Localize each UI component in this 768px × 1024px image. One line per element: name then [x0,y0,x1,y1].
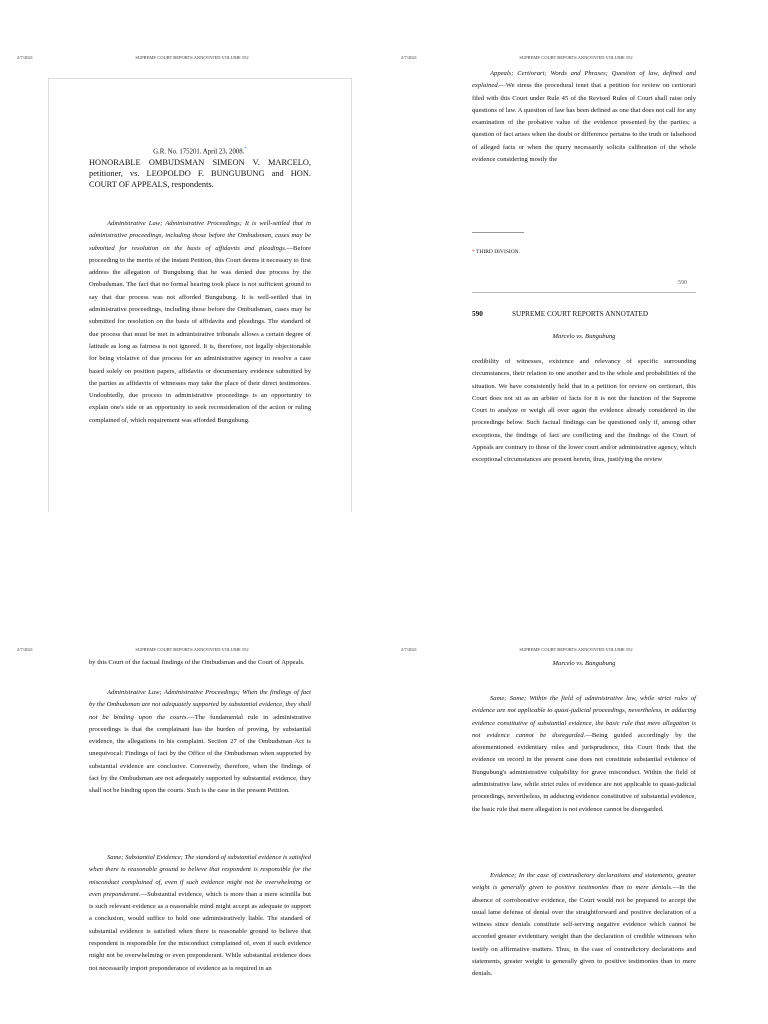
syllabus-heading: Administrative Law; Administrative Proceedings; It is well-settled that in administrative proceedings, including those before the Ombudsman, cases may be submitted for resolution on the basis of affidavits and pleadings. [89,220,311,252]
body-continued: by this Court of the factual findings of the Ombudsman and the Court of Appeals. [89,659,305,666]
running-title: SUPREME COURT REPORTS ANNOTATED [512,310,649,318]
page-divider [472,292,696,293]
page-header [0,647,384,657]
header-date: 2/7/2021 [401,647,418,652]
syllabus-6 [472,870,696,981]
syllabus-body: —We stress the procedural tenet that a petition for review on certiorari filed with this Court under Rule 45 of the Revised Rules of Court shall raise only questions of law. A question of law has been defined as one that does not call for any examination of the probative value of the evidence presented by the parties; a question of fact arises when the doubt or difference pertains to the truth or falsehood of alleged facts or when the query necessarily solicits calibration of the whole evidence considering mostly the [472,82,696,164]
case-title: Marcelo vs. Bungubung [552,660,616,667]
running-page-number: 590 [472,310,483,318]
syllabus-3 [89,687,311,798]
syllabus-heading: Evidence; In the case of contradictory declarations and statements, greater weight is generally given to positive testimonies than to mere denials. [472,872,696,892]
footnote-marker[interactable]: * [244,147,247,152]
header-date: 2/7/2021 [17,55,34,60]
header-title: SUPREME COURT REPORTS ANNOTATED VOLUME 552 [519,647,633,652]
page-header [384,647,768,657]
syllabus-body: —Being guided accordingly by the aforementioned evidentiary rules and jurisprudence, this Court finds that the evidence on record in the present case does not constitute substantial evidence of Bungubung's administrative culpability for grave misconduct. Within the field of administrative law, while strict rules of evidence are not applicable to quasi-judicial proceedings, nevertheless, in adducing evidence constitutive of substantial evidence, the basic rule that mere allegation is not evidence cannot be disregarded. [472,731,696,813]
case-parties: HONORABLE OMBUDSMAN SIMEON V. MARCELO, petitioner, vs. LEOPOLDO F. BUNGUBUNG and HON. COURT OF APPEALS, respondents. [89,158,311,189]
header-date: 2/7/2021 [401,55,418,60]
syllabus-1 [89,218,311,427]
syllabus-body: —Before proceeding to the merits of the instant Petition, this Court deems it necessary to first address the allegation of Bungubung that he was denied due process by the Ombudsman. The fact that no formal hearing took place is not sufficient ground to say that due process was not afforded Bungubung. It is well-settled that in administrative proceedings, including those before the Ombudsman, cases may be submitted for resolution on the basis of affidavits and pleadings. The standard of due process that must be met in administrative tribunals allows a certain degree of latitude as long as fairness is not ignored. It is, therefore, not legally objectionable for being violative of due process for an administrative agency to resolve a case based solely on position papers, affidavits or documentary evidence submitted by the parties as affidavits of witnesses may take the place of their direct testimonies. Undoubtedly, due process in administrative proceedings is an opportunity to explain one's side or an opportunity to seek reconsideration of the action or ruling complained of, which requirement was afforded Bungubung. [89,244,311,424]
syllabus-2 [472,68,696,166]
body-continued: credibility of witnesses, existence and relevancy of specific surrounding circumstances, their relation to one another and to the whole and probabilities of the situation. We have consistently held that in a petition for review on certiorari, this Court does not sit as an arbiter of facts for it is not the function of the Supreme Court to analyze or weigh all over again the evidence already considered in the proceedings below. Such factual findings can be questioned only if, among other exceptions, the findings of fact are conflicting and the findings of the Court of Appeals are contrary to those of the lower court and/or administrative agency, which exceptional circumstances are present herein, thus, justifying the review [472,358,696,464]
syllabus-body: —Substantial evidence, which is more than a mere scintilla but is such relevant evidence as a reasonable mind might accept as adequate to support a conclusion, would suffice to hold one administratively liable. The standard of substantial evidence is satisfied when there is reasonable ground to believe that respondent is responsible for the misconduct complained of, even if such evidence might not be overwhelming or even preponderant. While substantial evidence does not necessarily import preponderance of evidence as is required in an [89,890,311,972]
header-title: SUPREME COURT REPORTS ANNOTATED VOLUME 552 [135,55,249,60]
page-header [384,55,768,65]
syllabus-body: —In the absence of corroborative evidence, the Court would not be prepared to accept the usual lame defense of denial over the straightforward and positive declaration of a witness since denials constitute self-serving negative evidence which cannot be accorded greater evidentiary weight than the declaration of credible witnesses who testify on affirmative matters. Thus, in the case of contradictory declarations and statements, greater weight is generally given to positive testimonies than to mere denials. [472,884,696,978]
syllabus-heading: Same; Same; Within the field of administrative law, while strict rules of evidence are not applicable to quasi-judicial proceedings, nevertheless, in adducing evidence constitutive of substantial evidence, the basic rule that mere allegation is not evidence cannot be disregarded. [472,695,696,739]
page-number: 590 [678,280,687,286]
syllabus-heading: Administrative Law; Administrative Proceedings; When the findings of fact by the Ombudsman are not adequately supported by substantial evidence, they shall not be binding upon the courts. [89,689,311,721]
case-title: Marcelo vs. Bungubung [552,333,616,340]
syllabus-heading: Appeals; Certiorari; Words and Phrases; Question of law, defined and explained. [472,70,696,90]
case-number: G.R. No. 175201. April 23, 2008.* [153,147,247,156]
syllabus-heading: Same; Substantial Evidence; The standard of substantial evidence is satisfied when there is reasonable ground to believe that respondent is responsible for the misconduct complained of, even if such evidence might not be overwhelming or even preponderant. [89,854,311,898]
footnote: * THIRD DIVISION. [472,249,521,255]
page-header [0,55,384,65]
syllabus-4 [89,852,311,975]
page-1 [0,0,384,512]
footnote-divider [472,232,524,233]
syllabus-5 [472,693,696,816]
header-title: SUPREME COURT REPORTS ANNOTATED VOLUME 552 [519,55,633,60]
header-title: SUPREME COURT REPORTS ANNOTATED VOLUME 552 [135,647,249,652]
syllabus-body: —The fundamental rule in administrative proceedings is that the complainant has the burden of proving, by substantial evidence, the allegations in his complaint. Section 27 of the Ombudsman Act is unequivocal: Findings of fact by the Office of the Ombudsman when supported by substantial evidence are conclusive. Conversely, therefore, when the findings of fact by the Ombudsman are not adequately supported by substantial evidence, they shall not be binding upon the courts. Such is the case in the present Petition. [89,713,312,795]
header-date: 2/7/2021 [17,647,34,652]
